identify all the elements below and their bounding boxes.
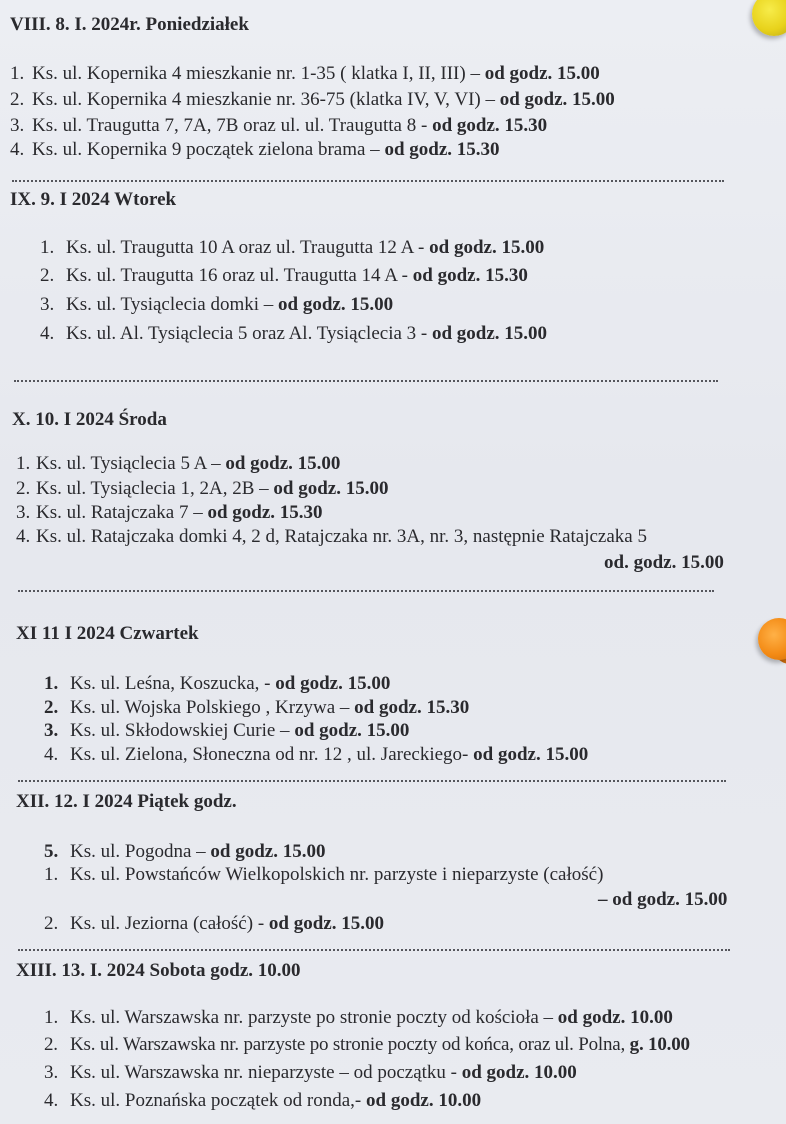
dotted-separator	[14, 380, 718, 382]
list-item: 3. Ks. ul. Tysiąclecia domki – od godz. 15.00	[40, 294, 394, 315]
dotted-separator	[18, 949, 730, 951]
time-continuation: – od godz. 15.00	[598, 889, 728, 910]
list-item: 3. Ks. ul. Traugutta 7, 7A, 7B oraz ul. ul. Traugutta 8 - od godz. 15.30	[10, 115, 548, 136]
list-item: 2. Ks. ul. Kopernika 4 mieszkanie nr. 36-75 (klatka IV, V, VI) – od godz. 15.00	[10, 89, 615, 110]
list-item: 3. Ks. ul. Warszawska nr. nieparzyste – od początku - od godz. 10.00	[44, 1062, 577, 1083]
dotted-separator	[12, 180, 724, 182]
dotted-separator	[18, 780, 726, 782]
list-item: 5. Ks. ul. Pogodna – od godz. 15.00	[44, 841, 326, 862]
list-item: 2. Ks. ul. Warszawska nr. parzyste po stronie poczty od końca, oraz ul. Polna, g. 10.00	[44, 1034, 690, 1055]
list-item: 2. Ks. ul. Wojska Polskiego , Krzywa – od godz. 15.30	[44, 697, 470, 718]
section-heading: IX. 9. I 2024 Wtorek	[10, 189, 177, 210]
list-item: 4. Ks. ul. Poznańska początek od ronda,- od godz. 10.00	[44, 1090, 482, 1111]
section-heading: XI 11 I 2024 Czwartek	[16, 623, 199, 644]
section-heading: X. 10. I 2024 Środa	[12, 409, 167, 430]
list-item: 3. Ks. ul. Skłodowskiej Curie – od godz. 15.00	[44, 720, 410, 741]
list-item: 3. Ks. ul. Ratajczaka 7 – od godz. 15.30	[16, 502, 323, 523]
list-item: 4. Ks. ul. Ratajczaka domki 4, 2 d, Ratajczaka nr. 3A, nr. 3, następnie Ratajczaka 5	[16, 526, 647, 547]
list-item: 4. Ks. ul. Al. Tysiąclecia 5 oraz Al. Tysiąclecia 3 - od godz. 15.00	[40, 323, 548, 344]
list-item: 1. Ks. ul. Warszawska nr. parzyste po stronie poczty od kościoła – od godz. 10.00	[44, 1007, 673, 1028]
list-item: 2. Ks. ul. Tysiąclecia 1, 2A, 2B – od godz. 15.00	[16, 478, 389, 499]
list-item: 1. Ks. ul. Kopernika 4 mieszkanie nr. 1-35 ( klatka I, II, III) – od godz. 15.00	[10, 63, 600, 84]
list-item: 4. Ks. ul. Kopernika 9 początek zielona brama – od godz. 15.30	[10, 139, 500, 160]
orange-pushpin-icon	[758, 618, 786, 660]
list-item: 2. Ks. ul. Traugutta 16 oraz ul. Traugutta 14 A - od godz. 15.30	[40, 265, 528, 286]
section-heading: XIII. 13. I. 2024 Sobota godz. 10.00	[16, 960, 301, 981]
dotted-separator	[18, 590, 714, 592]
yellow-pushpin-icon	[752, 0, 786, 36]
list-item: 4. Ks. ul. Zielona, Słoneczna od nr. 12 , ul. Jareckiego- od godz. 15.00	[44, 744, 589, 765]
section-heading: XII. 12. I 2024 Piątek godz.	[16, 791, 237, 812]
list-item: 1. Ks. ul. Powstańców Wielkopolskich nr. parzyste i nieparzyste (całość)	[44, 864, 604, 885]
list-item: 1. Ks. ul. Tysiąclecia 5 A – od godz. 15.00	[16, 453, 341, 474]
list-item: 2. Ks. ul. Jeziorna (całość) - od godz. 15.00	[44, 913, 384, 934]
section-heading: VIII. 8. I. 2024r. Poniedziałek	[10, 14, 249, 35]
list-item: 1. Ks. ul. Traugutta 10 A oraz ul. Traugutta 12 A - od godz. 15.00	[40, 237, 545, 258]
time-continuation: od. godz. 15.00	[604, 552, 724, 573]
list-item: 1. Ks. ul. Leśna, Koszucka, - od godz. 15.00	[44, 673, 391, 694]
